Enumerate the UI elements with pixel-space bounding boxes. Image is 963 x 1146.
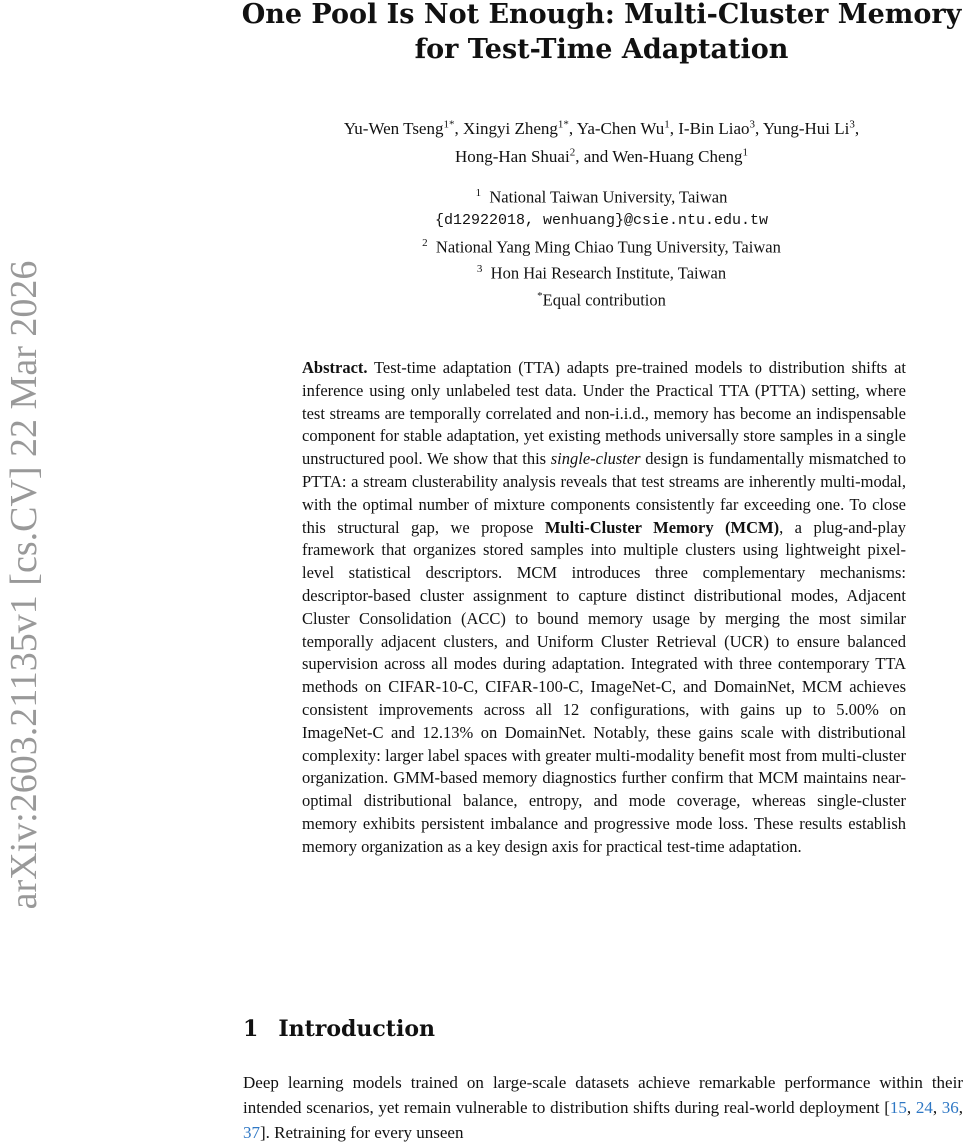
paper-title: [240, 0, 963, 67]
title-line-2: for Test-Time Adaptation: [414, 34, 789, 65]
affiliation-1: $^1$ National Taiwan University, Taiwan: [475, 187, 728, 207]
citation-link[interactable]: 24: [915, 1098, 933, 1117]
abstract-label: Abstract.: [302, 358, 368, 377]
title-line-1: One Pool Is Not Enough: Multi-Cluster Memory: [241, 0, 962, 30]
author: Xingyi Zheng$^{1*}$,: [462, 118, 577, 138]
abstract: Abstract. Test-time adaptation (TTA) adapts pre-trained models to distribution shifts at inference using only unlabeled test data. Under the Practical TTA (PTTA) setting, where test streams are temporally correlated and non-i.i.d., memory has become an indispensable component for stable adaptation, yet existing methods universally store samples in a single unstructured pool. We show that this single-cluster design is fundamentally mismatched to PTTA: a stream clusterability analysis reveals that test streams are inherently multi-modal, with the optimal number of mixture components consistently far exceeding one. To close this structural gap, we propose Multi-Cluster Memory (MCM), a plug-and-play framework that organizes stored samples into multiple clusters using lightweight pixel-level statistical descriptors. MCM introduces three complementary mechanisms: descriptor-based cluster assignment to capture distinct distributional modes, Adjacent Cluster Consolidation (ACC) to bound memory usage by merging the most similar temporally adjacent clusters, and Uniform Cluster Retrieval (UCR) to ensure balanced supervision across all modes during adaptation. Integrated with three contemporary TTA methods on CIFAR-10-C, CIFAR-100-C, ImageNet-C, and DomainNet, MCM achieves consistent improvements across all 12 configurations, with gains up to 5.00% on ImageNet-C and 12.13% on DomainNet. Notably, these gains scale with distributional complexity: larger label spaces with greater multi-modality benefit most from multi-cluster organization. GMM-based memory diagnostics further confirm that MCM maintains near-optimal distributional balance, entropy, and mode coverage, whereas single-cluster memory exhibits persistent imbalance and progressive mode loss. These results establish memory organization as a key design axis for practical test-time adaptation.: [302, 358, 906, 856]
section-title: Introduction: [278, 1016, 435, 1042]
arxiv-identifier: arXiv:2603.21135v1 [cs.CV] 22 Mar 2026: [3, 260, 45, 910]
section-heading: [243, 1016, 435, 1042]
author: Hong-Han Shuai$^2$, and: [454, 146, 613, 167]
author-list: [240, 112, 963, 169]
author: Yu-Wen Tseng$^{1*}$,: [343, 118, 463, 138]
section-number: 1: [243, 1016, 259, 1042]
author: Yung-Hui Li$^3$,: [762, 118, 860, 138]
equal-contribution-note: *Equal contribution: [537, 289, 666, 309]
intro-paragraph: Deep learning models trained on large-scale datasets achieve remarkable performance within their intended scenarios, yet remain vulnerable to distribution shifts during real-world deployment [15, 24, 36, 37]. Retraining for every unseen: [243, 1073, 963, 1142]
citation-link[interactable]: 36: [941, 1098, 959, 1117]
author: Wen-Huang Cheng$^1$: [612, 146, 749, 167]
affiliation-3: $^3$ Hon Hai Research Institute, Taiwan: [476, 263, 727, 283]
citation-link[interactable]: 15: [889, 1098, 907, 1117]
affiliations: [240, 182, 963, 311]
citation-link[interactable]: 37: [243, 1123, 260, 1142]
author: Ya-Chen Wu$^1$,: [576, 118, 679, 138]
affiliation-2: $^2$ National Yang Ming Chiao Tung University, Taiwan: [422, 236, 781, 256]
contact-email[interactable]: {d12922018, wenhuang}@csie.ntu.edu.tw: [434, 211, 769, 229]
author: I-Bin Liao$^3$,: [678, 118, 763, 138]
method-name: Multi-Cluster Memory (MCM): [544, 517, 780, 537]
abstract-emphasis: single-cluster: [550, 449, 641, 469]
